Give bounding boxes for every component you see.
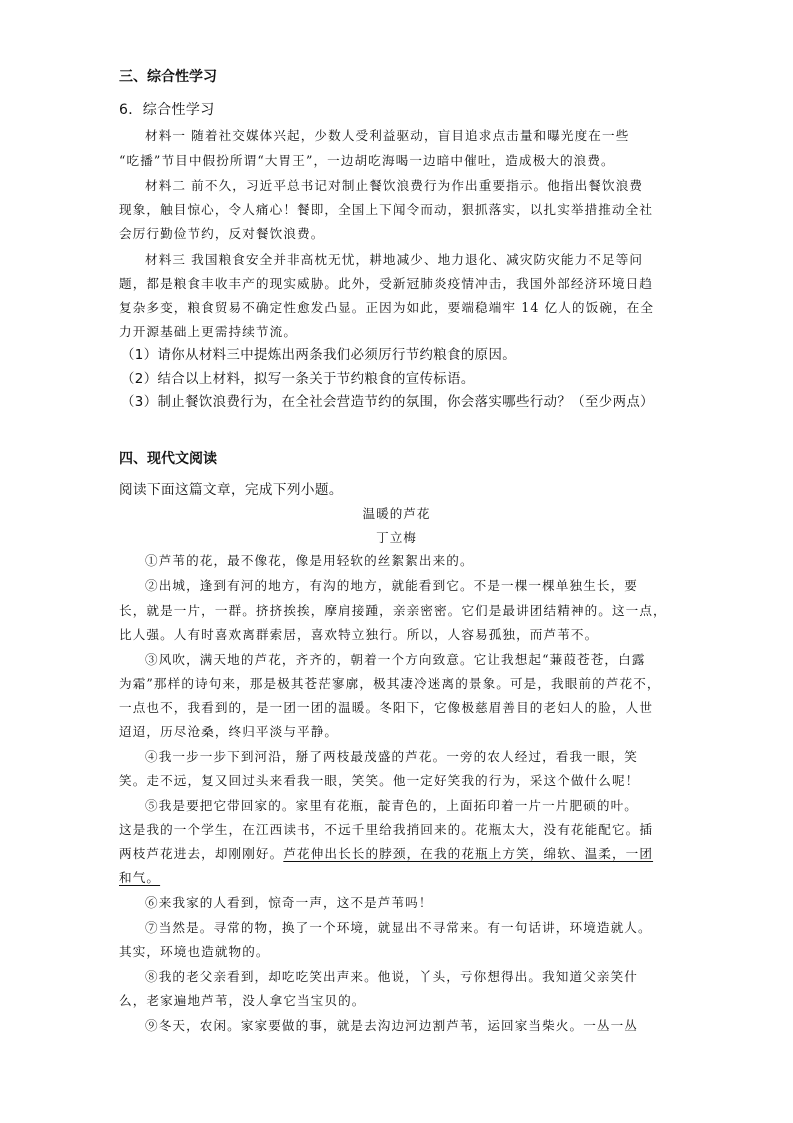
article-line: ⑦当然是。寻常的物，换了一个环境，就显出不寻常来。有一句话讲，环境造就人。 — [145, 920, 652, 935]
article-line: ⑤我是要把它带回家的。家里有花瓶，靛青色的，上面拓印着一片一片肥硕的叶。 — [145, 798, 638, 813]
sub-question-1: （1）请你从材料三中提炼出两条我们必须厉行节约粮食的原因。 — [121, 348, 517, 363]
article-line: 迢迢，历尽沧桑，终归平淡与平静。 — [119, 724, 339, 739]
article-line — [119, 843, 679, 862]
reading-instruction: 阅读下面这篇文章，完成下列小题。 — [119, 482, 343, 498]
section-heading-4: 四、现代文阅读 — [119, 451, 217, 467]
article-line: 长，就是一片，一群。挤挤挨挨，摩肩接踵，亲亲密密。它们是最讲团结精神的。这一点， — [119, 603, 667, 618]
material-line: 复杂多变，粮食贸易不确定性愈发凸显。正因为如此，要端稳端牢 14 亿人的饭碗，在全 — [119, 300, 655, 315]
material-line: 材料一 随着社交媒体兴起，少数人受利益驱动，盲目追求点击量和曝光度在一些 — [145, 128, 630, 143]
article-line: ②出城，逢到有河的地方，有沟的地方，就能看到它。不是一棵一棵单独生长，要 — [145, 578, 638, 593]
material-line: “吃播”节目中假扮所谓“大胃王”，一边胡吃海喝一边暗中催吐，造成极大的浪费。 — [119, 153, 615, 168]
section-heading-3: 三、综合性学习 — [119, 69, 217, 85]
underlined-sentence: 芦花伸出长长的脖颈，在我的花瓶上方笑，绵软、温柔，一团 — [283, 846, 654, 861]
article-line: 笑。走不远，复又回过头来看我一眼，笑笑。他一定好笑我的行为，采这个做什么呢！ — [119, 773, 640, 788]
article-title: 温暖的芦花 — [362, 506, 431, 521]
question-title: 6．综合性学习 — [119, 102, 215, 118]
article-author: 丁立梅 — [376, 530, 417, 545]
article-line: 其实，环境也造就物的。 — [119, 944, 270, 959]
article-line: 为霜”那样的诗句来，那是极其苍茫寥廓，极其凄冷迷离的景象。可是，我眼前的芦花不， — [119, 676, 661, 691]
article-line: 么，老家遍地芦苇，没人拿它当宝贝的。 — [119, 993, 366, 1008]
article-line: ⑨冬天，农闲。家家要做的事，就是去沟边河边割芦苇，运回家当柴火。一丛一丛 — [145, 1018, 638, 1033]
article-line: 比人强。人有时喜欢离群索居，喜欢特立独行。所以，人容易孤独，而芦苇不。 — [119, 627, 599, 642]
material-line: 材料三 我国粮食安全并非高枕无忧，耕地减少、地力退化、减灾防灾能力不足等问 — [145, 252, 644, 267]
article-line — [119, 867, 679, 886]
material-line: 现象，触目惊心，令人痛心！餐即，全国上下闻令而动，狠抓落实，以扎实举措推动全社 — [119, 202, 654, 217]
material-line: 力开源基础上更需持续节流。 — [119, 324, 298, 339]
sub-question-3: （3）制止餐饮浪费行为，在全社会营造节约的氛围，你会落实哪些行动？（至少两点） — [121, 395, 654, 410]
sub-question-2: （2）结合以上材料，拟写一条关于节约粮食的宣传标语。 — [121, 372, 475, 387]
article-line: 这是我的一个学生，在江西读书，不远千里给我捎回来的。花瓶太大，没有花能配它。插 — [119, 822, 654, 837]
article-line: ⑧我的老父亲看到，却吃吃笑出声来。他说，丫头，亏你想得出。我知道父亲笑什 — [145, 969, 638, 984]
material-line: 材料二 前不久，习近平总书记对制止餐饮浪费行为作出重要指示。他指出餐饮浪费 — [145, 178, 644, 193]
material-line: 题，都是粮食丰收丰产的现实威胁。此外，受新冠肺炎疫情冲击，我国外部经济环境日趋 — [119, 276, 654, 291]
article-line-plain: 两枝芦花进去，却刚刚好。 — [119, 846, 284, 861]
material-line: 会厉行勤俭节约，反对餐饮浪费。 — [119, 226, 325, 241]
article-line: ③风吹，满天地的芦花，齐齐的，朝着一个方向致意。它让我想起“蒹葭苍苍，白露 — [145, 652, 646, 667]
article-line: 一点也不，我看到的，是一团一团的温暖。冬阳下，它像极慈眉善目的老妇人的脸，人世 — [119, 700, 654, 715]
article-line: ⑥来我家的人看到，惊奇一声，这不是芦苇吗！ — [145, 895, 433, 910]
article-line: ①芦苇的花，最不像花，像是用轻软的丝絮絮出来的。 — [145, 553, 474, 568]
underlined-sentence-end: 和气。 — [119, 870, 161, 885]
article-line: ④我一步一步下到河沿，掰了两枝最茂盛的芦花。一旁的农人经过，看我一眼，笑 — [145, 749, 638, 764]
